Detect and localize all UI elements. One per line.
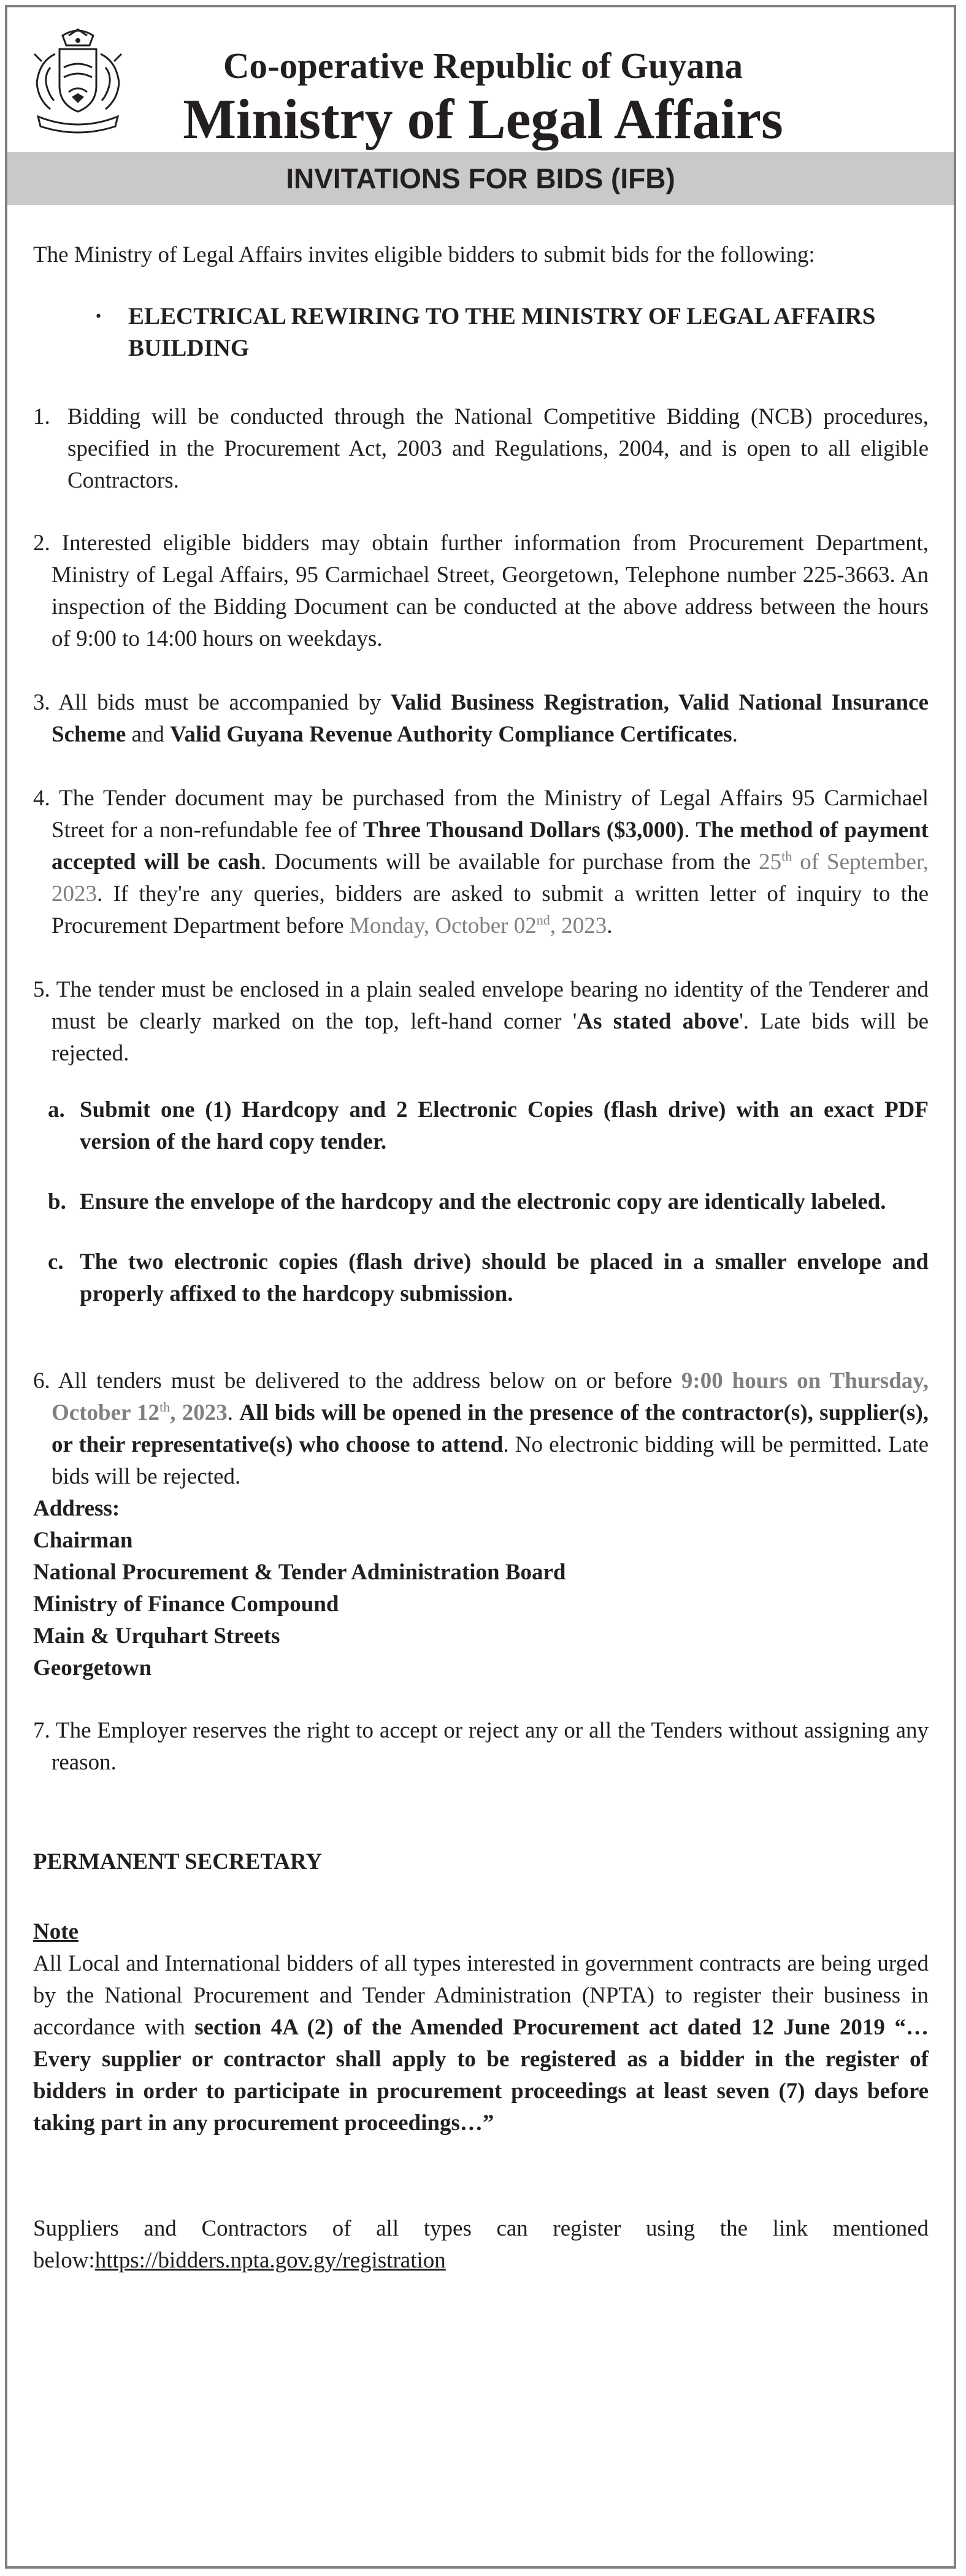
clause-5a bbox=[33, 1094, 929, 1158]
clause-3-bold: Valid Business Registration, Valid National Insurance Scheme bbox=[52, 690, 929, 747]
project-title-text: ELECTRICAL REWIRING TO THE MINISTRY OF LEGAL AFFAIRS BUILDING bbox=[128, 303, 876, 361]
clause-5c-letter: c. bbox=[48, 1249, 64, 1275]
clause-6-part: 6. All tenders must be delivered to the address below on or before bbox=[33, 1368, 681, 1393]
clause-5 bbox=[33, 974, 929, 1070]
address-line: National Procurement & Tender Administration Board bbox=[33, 1560, 566, 1585]
clause-5-part: '. Late bids will be rejected. bbox=[52, 1009, 929, 1066]
inquiry-deadline: Monday, October 02 bbox=[349, 913, 537, 938]
clause-3-part: . bbox=[732, 722, 738, 747]
availability-date: of September, 2023 bbox=[52, 849, 929, 907]
clause-2 bbox=[33, 527, 929, 655]
address-label: Address: bbox=[33, 1496, 120, 1521]
clause-4 bbox=[33, 783, 929, 942]
clause-6-part: . No electronic bidding will be permitted. Late bids will be rejected. bbox=[52, 1432, 929, 1489]
clause-5a-text: Submit one (1) Hardcopy and 2 Electronic Copies (flash drive) with an exact PDF version of the hard copy tender. bbox=[80, 1097, 929, 1154]
signoff-title: PERMANENT SECRETARY bbox=[33, 1849, 323, 1874]
clause-4-part: . bbox=[607, 913, 613, 938]
bullet-marker: · bbox=[94, 303, 103, 329]
notice-body bbox=[33, 239, 929, 2277]
delivery-address bbox=[33, 1493, 929, 1684]
clause-6-bold: All bids will be opened in the presence of the contractor(s), supplier(s), or their representative(s) who choose to attend bbox=[52, 1400, 929, 1457]
inquiry-deadline: , 2023 bbox=[550, 913, 607, 938]
republic-title: Co-operative Republic of Guyana bbox=[223, 45, 743, 86]
clause-1-number: 1. bbox=[33, 404, 50, 429]
clause-4-text bbox=[33, 783, 929, 942]
clause-7 bbox=[33, 1715, 929, 1779]
clause-4-part: 4. The Tender document may be purchased from the Ministry of Legal Affairs 95 Carmichael Street for a non-refundable fee of bbox=[33, 786, 929, 843]
clause-5b bbox=[33, 1186, 929, 1218]
date-suffix: nd bbox=[536, 912, 550, 928]
clause-4-bold: Three Thousand Dollars ($3,000) bbox=[363, 818, 684, 843]
note-label: Note bbox=[33, 1919, 79, 1944]
clause-6-part: . bbox=[227, 1400, 240, 1425]
clause-4-part: . If they're any queries, bidders are asked to submit a written letter of inquiry to the Procurement Department before bbox=[52, 881, 929, 938]
clause-3-part: 3. All bids must be accompanied by bbox=[33, 690, 391, 715]
clause-1-text: Bidding will be conducted through the National Competitive Bidding (NCB) procedures, specified in the Procurement Act, 2003 and Regulations, 2004, and is open to all eligible Contractors. bbox=[67, 404, 929, 493]
intro-paragraph: The Ministry of Legal Affairs invites eligible bidders to submit bids for the following: bbox=[33, 242, 815, 267]
address-line: Ministry of Finance Compound bbox=[33, 1592, 339, 1617]
clause-7-text: 7. The Employer reserves the right to accept or reject any or all the Tenders without assigning any reason. bbox=[33, 1718, 929, 1775]
clause-5c-text: The two electronic copies (flash drive) should be placed in a smaller envelope and properly affixed to the hardcopy submission. bbox=[80, 1249, 929, 1306]
note-text: All Local and International bidders of all types interested in government contracts are being urged by the National Procurement and Tender Administration (NPTA) to register their business in accordance with bbox=[33, 1951, 929, 2040]
clause-5a-letter: a. bbox=[48, 1097, 65, 1122]
ministry-title: Ministry of Legal Affairs bbox=[183, 88, 783, 150]
clause-4-part: . bbox=[684, 818, 696, 843]
clause-1 bbox=[33, 401, 929, 497]
delivery-deadline: 9:00 hours on Thursday, October 12 bbox=[52, 1368, 929, 1425]
clause-6-text bbox=[33, 1365, 929, 1493]
clause-3-part: and bbox=[126, 722, 171, 747]
delivery-deadline: , 2023 bbox=[170, 1400, 228, 1425]
clause-4-bold: The method of payment accepted will be cash bbox=[52, 818, 929, 875]
clause-5-part: 5. The tender must be enclosed in a plain sealed envelope bearing no identity of the Tenderer and must be clearly marked on the top, left-hand corner ' bbox=[33, 977, 929, 1034]
clause-6 bbox=[33, 1365, 929, 1493]
address-line: Chairman bbox=[33, 1528, 133, 1553]
register-text: Suppliers and Contractors of all types can register using the link mentioned below: bbox=[33, 2216, 929, 2273]
clause-5c bbox=[33, 1246, 929, 1310]
address-line: Georgetown bbox=[33, 1655, 152, 1681]
clause-4-part: . Documents will be available for purchase from the bbox=[261, 849, 759, 875]
registration-link[interactable]: https://bidders.npta.gov.gy/registration bbox=[94, 2248, 446, 2273]
clause-3-bold: Valid Guyana Revenue Authority Compliance Certificates bbox=[170, 722, 732, 747]
project-title bbox=[33, 301, 929, 364]
address-line: Main & Urquhart Streets bbox=[33, 1623, 280, 1649]
date-suffix: th bbox=[159, 1399, 171, 1415]
clause-5b-letter: b. bbox=[48, 1189, 66, 1214]
availability-date: 25 bbox=[759, 849, 782, 875]
clause-3-text bbox=[33, 687, 929, 751]
clause-3 bbox=[33, 687, 929, 751]
note-bold-text: section 4A (2) of the Amended Procurement act dated 12 June 2019 “…Every supplier or contractor shall apply to be registered as a bidder in the register of bidders in order to participate in procurement proceedings at least seven (7) days before taking part in any procurement proceedings…” bbox=[33, 2015, 929, 2136]
clause-5-text bbox=[33, 974, 929, 1070]
clause-5-bold: As stated above bbox=[577, 1009, 740, 1034]
register-paragraph bbox=[33, 2213, 929, 2277]
note-paragraph bbox=[33, 1948, 929, 2139]
clause-2-text: 2. Interested eligible bidders may obtain further information from Procurement Department, Ministry of Legal Affairs, 95 Carmichael Street, Georgetown, Telephone number 225-3663. An inspection of the Bidding Document can be conducted at the above address between the hours of 9:00 to 14:00 hours on weekdays. bbox=[33, 531, 929, 651]
clause-5b-text: Ensure the envelope of the hardcopy and the electronic copy are identically labeled. bbox=[80, 1189, 886, 1214]
date-suffix: th bbox=[781, 848, 792, 864]
ifb-banner: INVITATIONS FOR BIDS (IFB) bbox=[7, 152, 954, 205]
